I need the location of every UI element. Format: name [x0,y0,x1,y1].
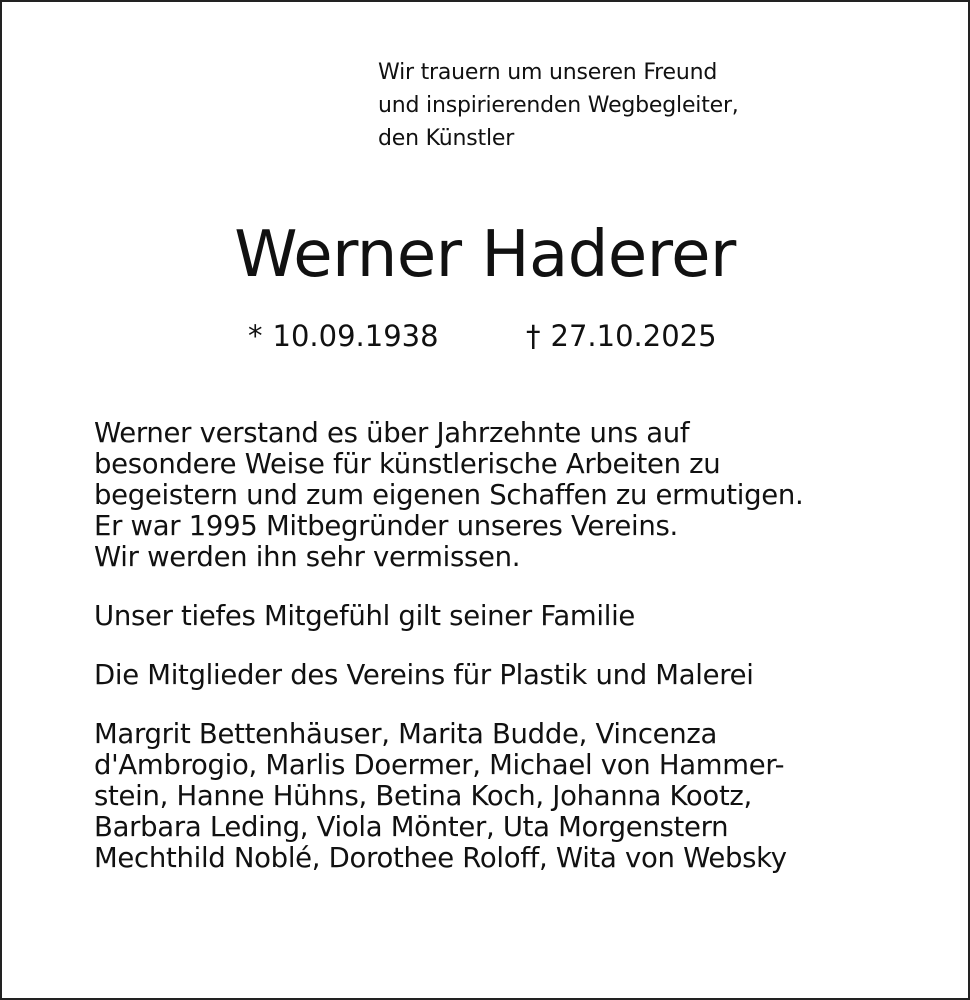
tribute-line: begeistern und zum eigenen Schaffen zu ermutigen. [94,479,804,511]
tribute-line: Werner verstand es über Jahrzehnte uns auf [94,417,690,449]
intro-line: den Künstler [378,126,515,151]
tribute-line: Wir werden ihn sehr vermissen. [94,541,521,573]
death-date-value: 27.10.2025 [550,319,717,353]
member-line: Mechthild Noblé, Dorothee Roloff, Wita von Websky [94,842,787,874]
tribute-line: besondere Weise für künstlerische Arbeiten zu [94,448,721,480]
intro-text [378,56,739,155]
notice-body [94,418,894,874]
death-symbol: † [526,319,541,353]
member-line: Barbara Leding, Viola Mönter, Uta Morgenstern [94,811,729,843]
birth-date [248,316,439,356]
birth-symbol: * [248,319,263,353]
intro-line: Wir trauern um unseren Freund [378,60,718,85]
member-line: d'Ambrogio, Marlis Doermer, Michael von Hammer- [94,749,785,781]
tribute-line: Er war 1995 Mitbegründer unseres Vereins. [94,510,678,542]
life-dates [2,316,968,356]
tribute-paragraph [94,418,894,573]
deceased-name: Werner Haderer [234,218,736,292]
condolence-line: Unser tiefes Mitgefühl gilt seiner Familie [94,600,636,632]
signature-line: Die Mitglieder des Vereins für Plastik und Malerei [94,659,754,691]
member-list [94,719,894,874]
member-line: Margrit Bettenhäuser, Marita Budde, Vincenza [94,718,718,750]
birth-date-value: 10.09.1938 [272,319,439,353]
intro-line: und inspirierenden Wegbegleiter, [378,93,739,118]
death-date [526,316,717,356]
member-line: stein, Hanne Hühns, Betina Koch, Johanna Kootz, [94,780,752,812]
